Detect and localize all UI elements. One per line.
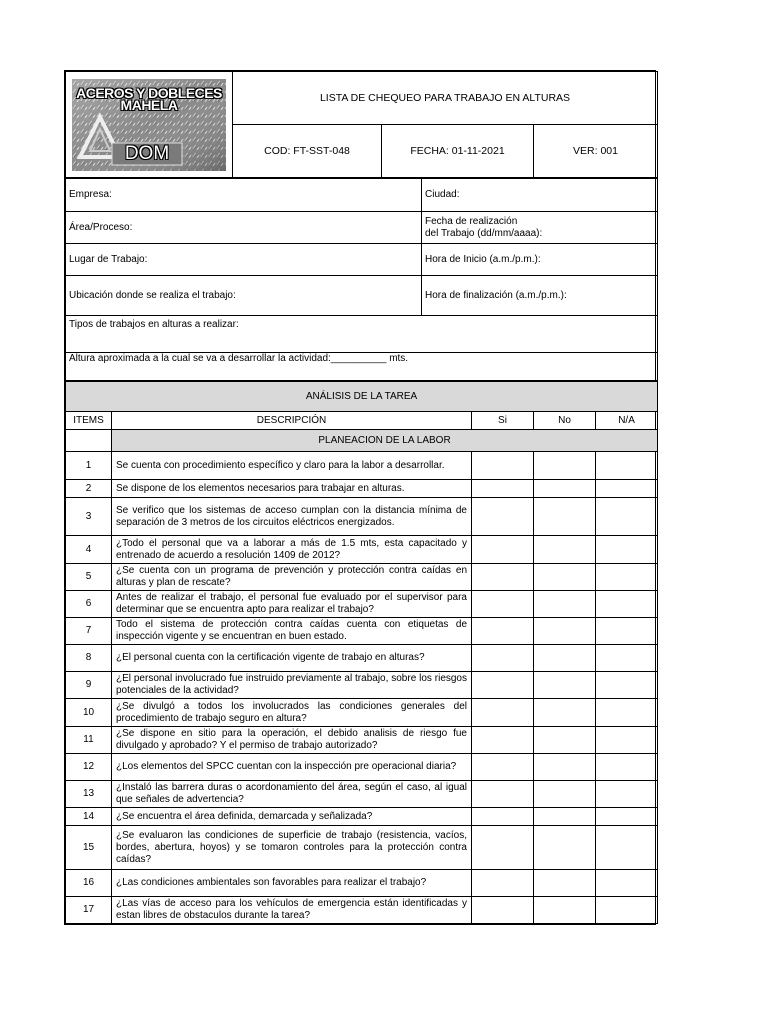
checklist-row [66, 564, 658, 591]
col-header-na: N/A [596, 412, 658, 430]
answer-si-cell[interactable] [472, 897, 534, 924]
answer-no-cell[interactable] [534, 754, 596, 781]
field-ciudad[interactable]: Ciudad: [422, 179, 658, 212]
item-number: 4 [66, 536, 112, 564]
answer-na-cell[interactable] [596, 672, 658, 699]
answer-no-cell[interactable] [534, 699, 596, 727]
answer-na-cell[interactable] [596, 536, 658, 564]
fecha-label-line2: del Trabajo (dd/mm/aaaa): [425, 227, 543, 239]
header-table [65, 71, 658, 178]
answer-si-cell[interactable] [472, 452, 534, 480]
answer-na-cell[interactable] [596, 808, 658, 826]
answer-no-cell[interactable] [534, 897, 596, 924]
answer-si-cell[interactable] [472, 480, 534, 498]
item-description: ¿Las vías de acceso para los vehículos de emergencia están identificadas y estan libres de obstaculos durante la tarea? [112, 897, 472, 924]
field-area-proceso[interactable]: Área/Proceso: [66, 212, 422, 244]
answer-no-cell[interactable] [534, 452, 596, 480]
answer-na-cell[interactable] [596, 897, 658, 924]
col-header-description: DESCRIPCIÓN [112, 412, 472, 430]
item-description: Antes de realizar el trabajo, el personal fue evaluado por el supervisor para determinar que se encuentra apto para realizar el trabajo? [112, 591, 472, 618]
answer-na-cell[interactable] [596, 564, 658, 591]
checklist-row [66, 897, 658, 924]
field-hora-inicio[interactable]: Hora de Inicio (a.m./p.m.): [422, 244, 658, 276]
answer-na-cell[interactable] [596, 480, 658, 498]
fecha-label-line1: Fecha de realización [425, 215, 518, 227]
document-version: VER: 001 [534, 125, 658, 178]
answer-no-cell[interactable] [534, 870, 596, 897]
item-number: 5 [66, 564, 112, 591]
checklist-row [66, 699, 658, 727]
item-description: ¿Instaló las barrera duras o acordonamiento del área, según el caso, al igual que señales de advertencia? [112, 781, 472, 808]
item-number: 15 [66, 826, 112, 870]
answer-si-cell[interactable] [472, 754, 534, 781]
answer-no-cell[interactable] [534, 618, 596, 645]
company-logo [72, 79, 226, 171]
item-number: 8 [66, 645, 112, 672]
answer-no-cell[interactable] [534, 727, 596, 754]
checklist-row [66, 498, 658, 536]
answer-si-cell[interactable] [472, 870, 534, 897]
col-header-no: No [534, 412, 596, 430]
answer-na-cell[interactable] [596, 870, 658, 897]
answer-no-cell[interactable] [534, 564, 596, 591]
answer-no-cell[interactable] [534, 536, 596, 564]
item-description: ¿Se encuentra el área definida, demarcada y señalizada? [112, 808, 472, 826]
item-number: 10 [66, 699, 112, 727]
answer-si-cell[interactable] [472, 672, 534, 699]
item-number: 6 [66, 591, 112, 618]
checklist-row [66, 808, 658, 826]
section-planeacion: PLANEACION DE LA LABOR [112, 430, 658, 452]
field-altura[interactable]: Altura aproximada a la cual se va a desarrollar la actividad:__________ mts. [66, 353, 658, 381]
col-header-items: ITEMS [66, 412, 112, 430]
general-info-table [65, 178, 658, 381]
answer-no-cell[interactable] [534, 591, 596, 618]
checklist-row [66, 591, 658, 618]
analysis-table [65, 381, 658, 924]
answer-si-cell[interactable] [472, 618, 534, 645]
answer-na-cell[interactable] [596, 618, 658, 645]
item-number: 17 [66, 897, 112, 924]
col-header-si: Si [472, 412, 534, 430]
item-number: 16 [66, 870, 112, 897]
checklist-row [66, 727, 658, 754]
answer-na-cell[interactable] [596, 498, 658, 536]
answer-si-cell[interactable] [472, 536, 534, 564]
field-lugar-trabajo[interactable]: Lugar de Trabajo: [66, 244, 422, 276]
item-description: ¿Se dispone en sitio para la operación, el debido analisis de riesgo fue divulgado y aprobado? Y el permiso de trabajo autorizado? [112, 727, 472, 754]
checklist-items [66, 452, 658, 924]
item-number: 9 [66, 672, 112, 699]
answer-si-cell[interactable] [472, 826, 534, 870]
item-description: Se cuenta con procedimiento específico y claro para la labor a desarrollar. [112, 452, 472, 480]
document-date: FECHA: 01-11-2021 [382, 125, 534, 178]
answer-si-cell[interactable] [472, 564, 534, 591]
answer-si-cell[interactable] [472, 727, 534, 754]
answer-na-cell[interactable] [596, 727, 658, 754]
answer-no-cell[interactable] [534, 781, 596, 808]
item-description: ¿Todo el personal que va a laborar a más de 1.5 mts, esta capacitado y entrenado de acuerdo a resolución 1409 de 2012? [112, 536, 472, 564]
answer-na-cell[interactable] [596, 699, 658, 727]
item-description: ¿Se evaluaron las condiciones de superficie de trabajo (resistencia, vacíos, bordes, abertura, hoyos) y se tomaron controles para la protección contra caídas? [112, 826, 472, 870]
checklist-row [66, 870, 658, 897]
item-description: Se verifico que los sistemas de acceso cumplan con la distancia mínima de separación de 3 metros de los circuitos eléctricos energizados. [112, 498, 472, 536]
field-empresa[interactable]: Empresa: [66, 179, 422, 212]
field-ubicacion[interactable]: Ubicación donde se realiza el trabajo: [66, 276, 422, 316]
checklist-row [66, 645, 658, 672]
item-number: 11 [66, 727, 112, 754]
answer-si-cell[interactable] [472, 591, 534, 618]
answer-no-cell[interactable] [534, 808, 596, 826]
answer-no-cell[interactable] [534, 480, 596, 498]
answer-si-cell[interactable] [472, 808, 534, 826]
item-description: ¿El personal cuenta con la certificación vigente de trabajo en alturas? [112, 645, 472, 672]
item-number: 2 [66, 480, 112, 498]
checklist-row [66, 672, 658, 699]
item-description: ¿Los elementos del SPCC cuentan con la inspección pre operacional diaria? [112, 754, 472, 781]
answer-na-cell[interactable] [596, 781, 658, 808]
item-number: 1 [66, 452, 112, 480]
checklist-row [66, 826, 658, 870]
logo-cell [66, 72, 233, 178]
answer-na-cell[interactable] [596, 591, 658, 618]
item-description: ¿Las condiciones ambientales son favorables para realizar el trabajo? [112, 870, 472, 897]
checklist-row [66, 618, 658, 645]
answer-na-cell[interactable] [596, 826, 658, 870]
field-fecha-realizacion[interactable] [422, 212, 658, 244]
answer-no-cell[interactable] [534, 672, 596, 699]
checklist-row [66, 452, 658, 480]
checklist-row [66, 781, 658, 808]
item-description: ¿Se divulgó a todos los involucrados las condiciones generales del procedimiento de trabajo seguro en altura? [112, 699, 472, 727]
answer-na-cell[interactable] [596, 754, 658, 781]
document-title: LISTA DE CHEQUEO PARA TRABAJO EN ALTURAS [233, 72, 658, 125]
analysis-title: ANÁLISIS DE LA TAREA [66, 382, 658, 412]
item-description: Se dispone de los elementos necesarios para trabajar en alturas. [112, 480, 472, 498]
item-number: 14 [66, 808, 112, 826]
document-code: COD: FT-SST-048 [233, 125, 382, 178]
checklist-row [66, 536, 658, 564]
item-number: 7 [66, 618, 112, 645]
answer-no-cell[interactable] [534, 645, 596, 672]
field-tipos-trabajo[interactable]: Tipos de trabajos en alturas a realizar: [66, 316, 658, 353]
logo-mark: DOM [124, 142, 170, 164]
item-number: 3 [66, 498, 112, 536]
item-description: Todo el sistema de protección contra caídas cuenta con etiquetas de inspección vigente y se encuentran en buen estado. [112, 618, 472, 645]
item-number: 12 [66, 754, 112, 781]
checklist-sheet [64, 70, 656, 925]
answer-si-cell[interactable] [472, 699, 534, 727]
item-description: ¿El personal involucrado fue instruido previamente al trabajo, sobre los riesgos potenciales de la actividad? [112, 672, 472, 699]
field-hora-finalizacion[interactable]: Hora de finalización (a.m./p.m.): [422, 276, 658, 316]
answer-no-cell[interactable] [534, 498, 596, 536]
logo-company-name: ACEROS Y DOBLECES MAHELA [76, 84, 222, 113]
answer-na-cell[interactable] [596, 452, 658, 480]
item-description: ¿Se cuenta con un programa de prevención y protección contra caídas en alturas y plan de rescate? [112, 564, 472, 591]
answer-si-cell[interactable] [472, 498, 534, 536]
answer-no-cell[interactable] [534, 826, 596, 870]
answer-si-cell[interactable] [472, 645, 534, 672]
checklist-row [66, 480, 658, 498]
item-number: 13 [66, 781, 112, 808]
answer-na-cell[interactable] [596, 645, 658, 672]
checklist-row [66, 754, 658, 781]
answer-si-cell[interactable] [472, 781, 534, 808]
